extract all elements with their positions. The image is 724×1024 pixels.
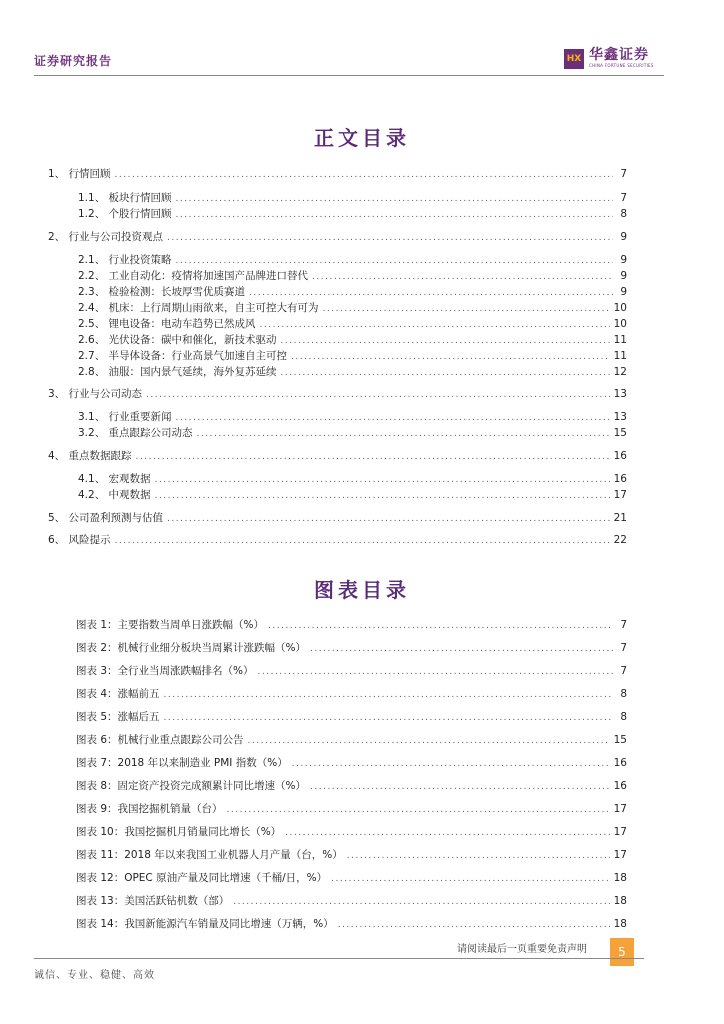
figure-entry-label: 图表 13：美国活跃钻机数（部） <box>76 895 230 907</box>
toc-entry[interactable] <box>78 426 627 440</box>
company-logo <box>564 48 654 69</box>
toc-entry-page: 10 <box>613 302 627 314</box>
toc-entry-page: 7 <box>620 168 627 180</box>
toc-entry-label: 2.3、 检验检测：长坡厚雪优质赛道 <box>78 286 246 298</box>
dot-leader <box>146 388 610 402</box>
dot-leader <box>347 849 610 863</box>
figure-entry-label: 图表 12：OPEC 原油产量及同比增速（千桶/日，%） <box>76 872 328 884</box>
toc-entry-page: 13 <box>613 388 627 400</box>
figure-entry[interactable] <box>76 802 627 816</box>
toc-entry-page: 11 <box>613 334 627 346</box>
dot-leader <box>323 302 610 316</box>
toc-entry-page: 16 <box>613 473 627 485</box>
figure-entry[interactable] <box>76 710 627 724</box>
toc-entry-page: 9 <box>620 254 627 266</box>
dot-leader <box>338 918 610 932</box>
dot-leader <box>176 192 613 206</box>
figure-entry[interactable] <box>76 871 627 885</box>
figure-entry[interactable] <box>76 641 627 655</box>
figure-entry[interactable] <box>76 848 627 862</box>
dot-leader <box>292 757 610 771</box>
toc-entry-page: 9 <box>620 286 627 298</box>
toc-entry-page: 21 <box>613 512 627 524</box>
toc-entry-page: 15 <box>613 427 627 439</box>
toc-entry-page: 10 <box>613 318 627 330</box>
toc-entry-label: 2.4、 机床：上行周期山雨欲来，自主可控大有可为 <box>78 302 319 314</box>
figures-title: 图表目录 <box>314 578 410 602</box>
toc-entry-page: 13 <box>613 411 627 423</box>
toc-entry[interactable] <box>78 333 627 347</box>
toc-entry-label: 3.1、 行业重要新闻 <box>78 411 172 423</box>
toc-entry[interactable] <box>48 533 627 547</box>
toc-entry[interactable] <box>78 349 627 363</box>
dot-leader <box>312 270 613 284</box>
toc-entry-page: 8 <box>620 208 627 220</box>
figure-entry[interactable] <box>76 664 627 678</box>
toc-entry[interactable] <box>78 269 627 283</box>
toc-entry-label: 4.1、 宏观数据 <box>78 473 151 485</box>
dot-leader <box>164 688 613 702</box>
toc-entry-label: 2.1、 行业投资策略 <box>78 254 172 266</box>
figure-entry-label: 图表 3：全行业当周涨跌幅排名（%） <box>76 665 254 677</box>
toc-entry[interactable] <box>48 167 627 181</box>
figure-entry-label: 图表 2：机械行业细分板块当周累计涨跌幅（%） <box>76 642 306 654</box>
dot-leader <box>176 411 610 425</box>
figure-entry-label: 图表 7：2018 年以来制造业 PMI 指数（%） <box>76 757 288 769</box>
toc-entry[interactable] <box>78 191 627 205</box>
toc-entry[interactable] <box>78 488 627 502</box>
toc-entry[interactable] <box>78 285 627 299</box>
toc-entry-label: 2.2、 工业自动化：疫情将加速国产品牌进口替代 <box>78 270 309 282</box>
dot-leader <box>233 895 609 909</box>
toc-entry[interactable] <box>48 230 627 244</box>
dot-leader <box>268 619 613 633</box>
figure-entry[interactable] <box>76 756 627 770</box>
dot-leader <box>115 168 613 182</box>
dot-leader <box>155 489 610 503</box>
figure-entry-page: 18 <box>613 895 627 907</box>
toc-entry-label: 5、 公司盈利预测与估值 <box>48 512 164 524</box>
dot-leader <box>310 642 613 656</box>
figure-entry-page: 16 <box>613 757 627 769</box>
page-number: 5 <box>610 938 634 966</box>
dot-leader <box>258 665 614 679</box>
figure-entry-page: 7 <box>620 665 627 677</box>
dot-leader <box>285 826 609 840</box>
figure-entry-label: 图表 6：机械行业重点跟踪公司公告 <box>76 734 244 746</box>
toc-entry-page: 22 <box>613 534 627 546</box>
toc-entry-page: 16 <box>613 450 627 462</box>
toc-entry-label: 1、 行情回顾 <box>48 168 111 180</box>
figure-entry-page: 18 <box>613 918 627 930</box>
toc-entry[interactable] <box>48 511 627 525</box>
figure-entry[interactable] <box>76 917 627 931</box>
toc-entry-label: 3、 行业与公司动态 <box>48 388 143 400</box>
dot-leader <box>291 350 610 364</box>
toc-title: 正文目录 <box>314 126 410 150</box>
toc-entry-label: 4、 重点数据跟踪 <box>48 450 132 462</box>
dot-leader <box>260 318 610 332</box>
figure-entry-label: 图表 8：固定资产投资完成额累计同比增速（%） <box>76 780 306 792</box>
figure-entry[interactable] <box>76 825 627 839</box>
logo-chinese-name: 华鑫证券 <box>589 47 649 63</box>
toc-entry-label: 2.7、 半导体设备：行业高景气加速自主可控 <box>78 350 288 362</box>
dot-leader <box>197 427 610 441</box>
dot-leader <box>176 254 613 268</box>
figure-entry[interactable] <box>76 733 627 747</box>
dot-leader <box>155 473 610 487</box>
dot-leader <box>164 711 613 725</box>
toc-entry-page: 9 <box>620 270 627 282</box>
dot-leader <box>248 734 610 748</box>
dot-leader <box>227 803 610 817</box>
toc-entry-page: 12 <box>613 366 627 378</box>
toc-entry-label: 6、 风险提示 <box>48 534 111 546</box>
company-motto: 诚信、专业、稳健、高效 <box>34 970 155 981</box>
dot-leader <box>136 450 610 464</box>
toc-entry[interactable] <box>48 387 627 401</box>
toc-entry[interactable] <box>48 449 627 463</box>
figure-entry[interactable] <box>76 779 627 793</box>
figure-entry-page: 15 <box>613 734 627 746</box>
toc-entry-label: 2.6、 光伏设备：碳中和催化，新技术驱动 <box>78 334 277 346</box>
toc-entry[interactable] <box>78 253 627 267</box>
dot-leader <box>331 872 610 886</box>
figure-entry-page: 17 <box>613 826 627 838</box>
figure-entry-label: 图表 10：我国挖掘机月销量同比增长（%） <box>76 826 282 838</box>
logo-english-name: CHINA FORTUNE SECURITIES <box>589 63 654 68</box>
figure-entry-page: 16 <box>613 780 627 792</box>
figure-entry-label: 图表 14：我国新能源汽车销量及同比增速（万辆，%） <box>76 918 334 930</box>
toc-entry[interactable] <box>78 207 627 221</box>
toc-entry-label: 1.1、 板块行情回顾 <box>78 192 172 204</box>
dot-leader <box>167 512 610 526</box>
figure-entry-label: 图表 4：涨幅前五 <box>76 688 160 700</box>
figure-entry-label: 图表 5：涨幅后五 <box>76 711 160 723</box>
disclaimer-notice: 请阅读最后一页重要免责声明 <box>457 944 587 955</box>
toc-entry-label: 2、 行业与公司投资观点 <box>48 231 164 243</box>
figure-entry-label: 图表 1：主要指数当周单日涨跌幅（%） <box>76 619 264 631</box>
logo-mark-icon: HX <box>564 49 584 69</box>
toc-entry-page: 17 <box>613 489 627 501</box>
figure-entry-page: 17 <box>613 803 627 815</box>
toc-entry[interactable] <box>78 301 627 315</box>
figure-entry[interactable] <box>76 894 627 908</box>
toc-entry-label: 2.5、 锂电设备：电动车趋势已然成风 <box>78 318 256 330</box>
dot-leader <box>176 208 613 222</box>
figure-entry[interactable] <box>76 687 627 701</box>
toc-entry-label: 4.2、 中观数据 <box>78 489 151 501</box>
dot-leader <box>281 366 610 380</box>
figure-entry-page: 8 <box>620 711 627 723</box>
header-divider <box>34 75 664 76</box>
toc-entry-page: 11 <box>613 350 627 362</box>
toc-entry[interactable] <box>78 365 627 379</box>
dot-leader <box>249 286 613 300</box>
toc-entry[interactable] <box>78 472 627 486</box>
toc-entry-page: 9 <box>620 231 627 243</box>
toc-entry-page: 7 <box>620 192 627 204</box>
dot-leader <box>167 231 613 245</box>
figure-entry-page: 7 <box>620 642 627 654</box>
figure-entry-page: 8 <box>620 688 627 700</box>
toc-entry-label: 3.2、 重点跟踪公司动态 <box>78 427 193 439</box>
dot-leader <box>310 780 610 794</box>
dot-leader <box>115 534 610 548</box>
dot-leader <box>281 334 610 348</box>
toc-entry[interactable] <box>78 317 627 331</box>
report-type-label: 证券研究报告 <box>34 54 113 68</box>
figure-entry-page: 17 <box>613 849 627 861</box>
figure-entry-page: 18 <box>613 872 627 884</box>
figure-entry[interactable] <box>76 618 627 632</box>
figure-entry-label: 图表 11：2018 年以来我国工业机器人月产量（台，%） <box>76 849 343 861</box>
toc-entry-label: 1.2、 个股行情回顾 <box>78 208 172 220</box>
footer-divider <box>34 958 644 959</box>
toc-entry[interactable] <box>78 410 627 424</box>
figure-entry-label: 图表 9：我国挖掘机销量（台） <box>76 803 223 815</box>
toc-entry-label: 2.8、 油服：国内景气延续，海外复苏延续 <box>78 366 277 378</box>
figure-entry-page: 7 <box>620 619 627 631</box>
